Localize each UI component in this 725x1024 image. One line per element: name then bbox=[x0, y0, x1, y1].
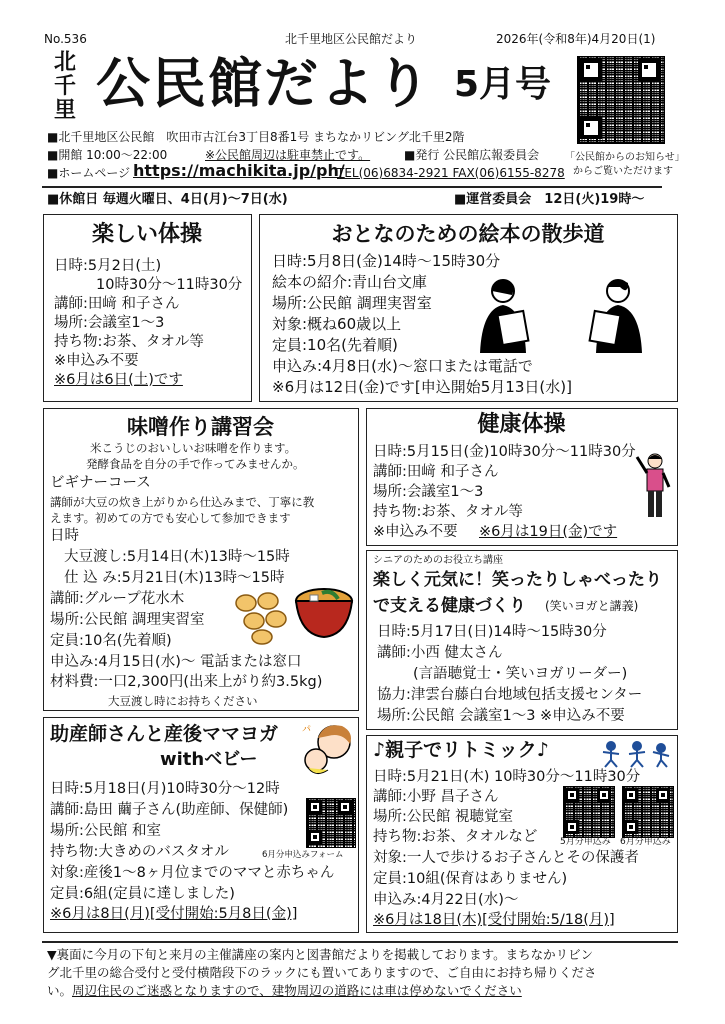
exercise-woman-illustration bbox=[635, 451, 675, 519]
event-kenko: 健康体操 日時:5月15日(金)10時30分～11時30分 講師:田﨑 和子さん 場所:会議室1～3 持ち物:お茶、タオル等 ※申込み不要 ※6月は19日(金)です bbox=[366, 408, 678, 546]
publisher-line: 北千里地区公民館だより bbox=[285, 32, 418, 46]
footer-line-3a: い。 bbox=[47, 983, 73, 998]
info-homepage-link[interactable]: https://machikita.jp/ph/ bbox=[133, 161, 345, 180]
footer-line-3b: 周辺住民のご迷惑となりますので、建物周辺の道路には車は停めないでください bbox=[72, 983, 522, 998]
event-title: おとなのための絵本の散歩道 bbox=[331, 222, 605, 246]
info-phone-fax: TEL(06)6834-2921 FAX(06)6155-8278 bbox=[337, 166, 565, 180]
masthead-qr-code[interactable] bbox=[577, 56, 663, 142]
event-miso: 味噌作り講習会 米こうじのおいしいお味噌を作ります。 発酵食品を自分の手で作ってみませんか。 ビギナーコース 講師が大豆の炊き上がりから仕込みまで、丁寧に教 えます。初めての方でも安心して参加できます 日時 大豆渡し:5月14日(木)13時～15時 仕 込 み:5月21日(木)13時～15時 講師:グループ花水木 場所:公民館 調理実習室 定員:10名(先着順) 申込み:4月15日(水)～ 電話または窓口 材料費:一口2,300円(出来上がり約3.5kg) 大豆渡し時にお持ちください bbox=[43, 408, 359, 711]
info-hours: ■開館 10:00～22:00 bbox=[47, 148, 168, 162]
masthead-side-kanji: 北千 里 bbox=[53, 50, 76, 123]
event-warai: シニアのためのお役立ち講座 楽しく元気に！笑ったりしゃべったり で支える健康づくり (笑いヨガと講義) 日時:5月17日(日)14時～15時30分 講師:小西 健太さん (言語聴覚士・笑いヨガリーダー) 協力:津雲台藤白台地域包括支援センター 場所:公民館 会議室1～3 ※申込み不要 bbox=[366, 550, 678, 730]
children-dancing-illustration bbox=[599, 740, 671, 768]
committee-meeting: ■運営委員会 12日(火)19時～ bbox=[454, 192, 645, 207]
masthead-title: 公民館だより bbox=[96, 52, 432, 115]
event-title: 楽しく元気に！笑ったりしゃべったり bbox=[373, 570, 662, 590]
event-title: 助産師さんと産後ママヨガ bbox=[50, 723, 279, 745]
divider bbox=[42, 186, 662, 188]
rhythm-qr-may[interactable] bbox=[563, 786, 613, 836]
closed-days: ■休館日 毎週火曜日、4日(月)～7日(水) bbox=[47, 192, 288, 207]
masthead-month: 5月号 bbox=[454, 64, 552, 105]
reading-people-illustration bbox=[468, 273, 658, 353]
event-title: 楽しい体操 bbox=[91, 222, 202, 247]
event-title: ♪親子でリトミック♪ bbox=[373, 739, 549, 761]
qr-caption-1: 「公民館からのお知らせ」 bbox=[565, 152, 685, 163]
event-kicker: シニアのためのお役立ち講座 bbox=[373, 555, 503, 566]
event-ehon: おとなのための絵本の散歩道 日時:5月8日(金)14時～15時30分 絵本の紹介:青山台文庫 場所:公民館 調理実習室 対象:概ね60歳以上 定員:10名(先着順) 申込み:4月8日(水)～窓口または電話で ※6月は12日(金)です[申込開始5月13日(水)] bbox=[259, 214, 678, 402]
mother-baby-illustration bbox=[298, 720, 356, 776]
issue-number: No.536 bbox=[44, 32, 87, 46]
event-taiso: 楽しい体操 日時:5月2日(土) 10時30分～11時30分 講師:田﨑 和子さん 場所:会議室1～3 持ち物:お茶、タオル等 ※申込み不要 ※6月は6日(土)です bbox=[43, 214, 252, 402]
event-rhythm: ♪親子でリトミック♪ 日時:5月21日(木) 10時30分～11時30分 講師:小野 昌子さん 場所:公民館 視聴覚室 持ち物:お茶、タオルなど 対象:一人で歩けるお子さんとその保護者 定員:10組(保育はありません) 申込み:4月22日(水)～ ※6月は18日(木)[受付開始:5/18(月)] 5月分申込み 6月分申込み bbox=[366, 735, 678, 933]
event-title: 味噌作り講習会 bbox=[127, 415, 274, 439]
event-yoga: 助産師さんと産後ママヨガ withベビー パ 日時:5月18日(月)10時30分～12時 講師:島田 繭子さん(助産師、保健師) 場所:公民館 和室 持ち物:大きめのバスタオル 対象:産後1～8ヶ月位までのママと赤ちゃん 定員:6組(定員に達しました) ※6月は8日(月)[受付開始:5月8日(金)] 6月分申込みフォーム bbox=[43, 717, 359, 933]
info-publisher: ■発行 公民館広報委員会 bbox=[404, 148, 540, 162]
info-address: ■北千里地区公民館 吹田市古江台3丁目8番1号 まちなかリビング北千里2階 bbox=[47, 130, 465, 144]
issue-date: 2026年(令和8年)4月20日(1) bbox=[496, 32, 656, 46]
info-parking: ※公民館周辺は駐車禁止です。 bbox=[205, 148, 371, 162]
info-homepage-label: ■ホームページ bbox=[47, 166, 131, 180]
miso-soup-illustration bbox=[292, 585, 356, 641]
footer-line-1: ▼裏面に今月の下旬と来月の主催講座の案内と図書館だよりを掲載しております。まちなかリビン bbox=[47, 947, 594, 962]
svg-text:パ: パ bbox=[302, 725, 312, 735]
yoga-qr-code[interactable] bbox=[306, 798, 354, 846]
event-title: 健康体操 bbox=[477, 412, 566, 437]
qr-caption-2: からご覧いただけます bbox=[573, 166, 673, 177]
footer-divider bbox=[42, 941, 678, 943]
rhythm-qr-june[interactable] bbox=[622, 786, 672, 836]
soybeans-illustration bbox=[232, 589, 292, 645]
footer-line-2: グ北千里の総合受付と受付横階段下のラックにも置いてありますので、ご自由にお持ち帰りくださ bbox=[47, 965, 597, 980]
masthead bbox=[42, 47, 560, 125]
